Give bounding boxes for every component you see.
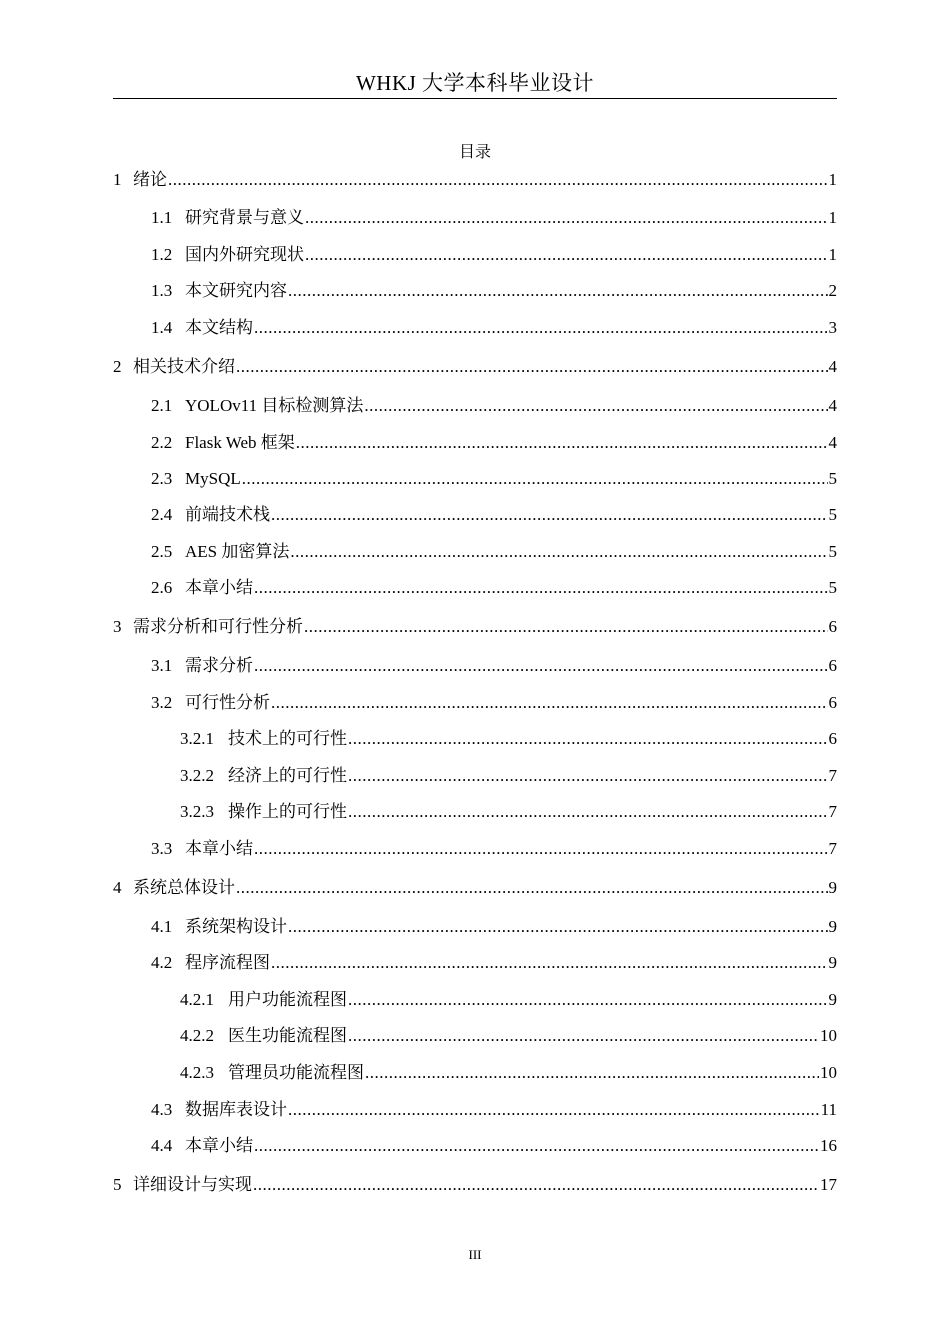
toc-entry-number: 3	[113, 617, 122, 636]
toc-entry[interactable]	[151, 1098, 837, 1122]
toc-entry-page: 7	[828, 766, 837, 785]
toc-entry-label: 本章小结	[185, 839, 253, 858]
toc-entry[interactable]	[151, 467, 837, 491]
toc-entry-number: 2.6	[151, 578, 173, 597]
toc-entry-label: 程序流程图	[185, 953, 270, 972]
toc-entry[interactable]	[151, 691, 837, 715]
toc-entry-label: 系统架构设计	[185, 917, 287, 936]
toc-leader-dots	[288, 279, 828, 303]
toc-entry[interactable]	[151, 316, 837, 340]
toc-entry[interactable]	[113, 876, 837, 900]
toc-entry[interactable]	[180, 988, 837, 1012]
toc-entry-page: 1	[828, 245, 837, 264]
toc-entry-label: AES 加密算法	[185, 542, 290, 561]
toc-entry-number: 1	[113, 170, 122, 189]
toc-entry-label: 本章小结	[185, 578, 253, 597]
toc-entry-number: 3.2	[151, 693, 173, 712]
toc-entry-label: 前端技术栈	[185, 505, 270, 524]
toc-entry-label: 技术上的可行性	[228, 729, 347, 748]
toc-entry-label: MySQL	[185, 469, 241, 488]
toc-entry[interactable]	[151, 915, 837, 939]
toc-leader-dots	[254, 576, 828, 600]
toc-entry-label: 需求分析和可行性分析	[133, 617, 303, 636]
toc-entry[interactable]	[151, 540, 837, 564]
toc-entry-label: 研究背景与意义	[185, 208, 304, 227]
toc-entry-page: 5	[828, 578, 837, 597]
toc-entry-label: 需求分析	[185, 656, 253, 675]
toc-entry-page: 11	[820, 1100, 837, 1119]
toc-title: 目录	[458, 144, 491, 161]
toc-leader-dots	[288, 1098, 820, 1122]
toc-entry-label: 相关技术介绍	[133, 357, 235, 376]
toc-leader-dots	[364, 394, 827, 418]
toc-entry-number: 3.1	[151, 656, 173, 675]
toc-entry-label: 可行性分析	[185, 693, 270, 712]
toc-entry[interactable]	[151, 431, 837, 455]
toc-entry-number: 1.1	[151, 208, 173, 227]
toc-leader-dots	[236, 876, 828, 900]
page-header: WHKJ 大学本科毕业设计	[355, 71, 595, 95]
toc-entry[interactable]	[113, 1173, 837, 1197]
toc-entry[interactable]	[151, 243, 837, 267]
toc-entry-label: 系统总体设计	[133, 878, 235, 897]
toc-entry-number: 3.3	[151, 839, 173, 858]
toc-leader-dots	[254, 1134, 819, 1158]
toc-leader-dots	[288, 915, 828, 939]
toc-leader-dots	[305, 206, 828, 230]
toc-leader-dots	[271, 503, 828, 527]
toc-entry-number: 4.4	[151, 1136, 173, 1155]
toc-entry-page: 16	[820, 1136, 837, 1155]
toc-leader-dots	[253, 1173, 819, 1197]
toc-entry-label: 本章小结	[185, 1136, 253, 1155]
toc-leader-dots	[290, 540, 827, 564]
toc-entry[interactable]	[151, 837, 837, 861]
toc-leader-dots	[348, 1024, 819, 1048]
page-number: III	[468, 1247, 482, 1262]
toc-entry[interactable]	[113, 355, 837, 379]
toc-leader-dots	[254, 316, 828, 340]
toc-leader-dots	[304, 615, 828, 639]
toc-entry-page: 17	[820, 1175, 837, 1194]
toc-entry-page: 6	[828, 729, 837, 748]
toc-entry-page: 9	[828, 953, 837, 972]
toc-entry-page: 10	[820, 1063, 837, 1082]
toc-entry[interactable]	[151, 394, 837, 418]
toc-entry-label: YOLOv11 目标检测算法	[185, 396, 364, 415]
toc-entry-page: 5	[828, 542, 837, 561]
toc-entry-number: 2.5	[151, 542, 173, 561]
toc-entry-number: 5	[113, 1175, 122, 1194]
toc-entry-label: 用户功能流程图	[228, 990, 347, 1009]
toc-entry-page: 7	[828, 839, 837, 858]
toc-entry-page: 1	[828, 208, 837, 227]
toc-entry[interactable]	[180, 764, 837, 788]
toc-leader-dots	[348, 800, 828, 824]
toc-entry-number: 4.2	[151, 953, 173, 972]
toc-entry-page: 6	[828, 693, 837, 712]
toc-leader-dots	[365, 1061, 819, 1085]
toc-entry-page: 3	[828, 318, 837, 337]
toc-entry-number: 4.2.3	[180, 1063, 214, 1082]
toc-entry-number: 4.2.1	[180, 990, 214, 1009]
toc-leader-dots	[236, 355, 828, 379]
toc-entry[interactable]	[180, 727, 837, 751]
toc-entry-number: 1.2	[151, 245, 173, 264]
toc-entry-number: 1.3	[151, 281, 173, 300]
toc-leader-dots	[348, 764, 828, 788]
toc-entry-label: 国内外研究现状	[185, 245, 304, 264]
toc-entry-label: 操作上的可行性	[228, 802, 347, 821]
toc-entry[interactable]	[151, 503, 837, 527]
toc-entry[interactable]	[180, 1061, 837, 1085]
toc-entry-label: 本文结构	[185, 318, 253, 337]
toc-entry[interactable]	[151, 279, 837, 303]
toc-leader-dots	[254, 654, 828, 678]
toc-entry-page: 7	[828, 802, 837, 821]
toc-entry-number: 1.4	[151, 318, 173, 337]
toc-entry-number: 4.2.2	[180, 1026, 214, 1045]
toc-entry-page: 9	[828, 917, 837, 936]
toc-entry-page: 4	[828, 433, 837, 452]
toc-entry-number: 3.2.3	[180, 802, 214, 821]
toc-entry-number: 2	[113, 357, 122, 376]
toc-entry-page: 6	[828, 656, 837, 675]
toc-entry-number: 2.4	[151, 505, 173, 524]
toc-leader-dots	[271, 691, 828, 715]
toc-entry-number: 4	[113, 878, 122, 897]
toc-entry-label: 绪论	[133, 170, 167, 189]
toc-entry-number: 3.2.2	[180, 766, 214, 785]
toc-entry-number: 2.2	[151, 433, 173, 452]
toc-entry-page: 9	[828, 990, 837, 1009]
toc-entry-page: 1	[828, 170, 837, 189]
toc-entry-page: 4	[828, 396, 837, 415]
toc-entry-page: 2	[828, 281, 837, 300]
toc-leader-dots	[271, 951, 828, 975]
toc-entry[interactable]	[151, 576, 837, 600]
toc-leader-dots	[168, 168, 828, 192]
toc-entry[interactable]	[151, 1134, 837, 1158]
toc-entry-page: 5	[828, 469, 837, 488]
toc-leader-dots	[305, 243, 828, 267]
toc-entry-label: 经济上的可行性	[228, 766, 347, 785]
toc-entry-number: 2.1	[151, 396, 173, 415]
toc-entry-label: Flask Web 框架	[185, 433, 295, 452]
toc-entry-number: 3.2.1	[180, 729, 214, 748]
toc-leader-dots	[254, 837, 828, 861]
toc-entry-number: 4.3	[151, 1100, 173, 1119]
toc-entry-label: 管理员功能流程图	[228, 1063, 364, 1082]
toc-entry-page: 6	[828, 617, 837, 636]
toc-leader-dots	[296, 431, 828, 455]
toc-entry[interactable]	[180, 800, 837, 824]
toc-entry-label: 医生功能流程图	[228, 1026, 347, 1045]
toc-leader-dots	[348, 727, 828, 751]
toc-entry[interactable]	[180, 1024, 837, 1048]
toc-entry[interactable]	[151, 951, 837, 975]
toc-entry-label: 本文研究内容	[185, 281, 287, 300]
toc-leader-dots	[348, 988, 828, 1012]
toc-entry-page: 4	[828, 357, 837, 376]
toc-entry-label: 数据库表设计	[185, 1100, 287, 1119]
toc-entry-number: 4.1	[151, 917, 173, 936]
toc-leader-dots	[242, 467, 828, 491]
toc-entry[interactable]	[113, 615, 837, 639]
toc-entry[interactable]	[151, 654, 837, 678]
toc-entry-page: 10	[820, 1026, 837, 1045]
toc-entry-number: 2.3	[151, 469, 173, 488]
toc-entry-page: 5	[828, 505, 837, 524]
toc-entry[interactable]	[151, 206, 837, 230]
toc-entry-label: 详细设计与实现	[133, 1175, 252, 1194]
toc-entry-page: 9	[828, 878, 837, 897]
toc-entry[interactable]	[113, 168, 837, 192]
